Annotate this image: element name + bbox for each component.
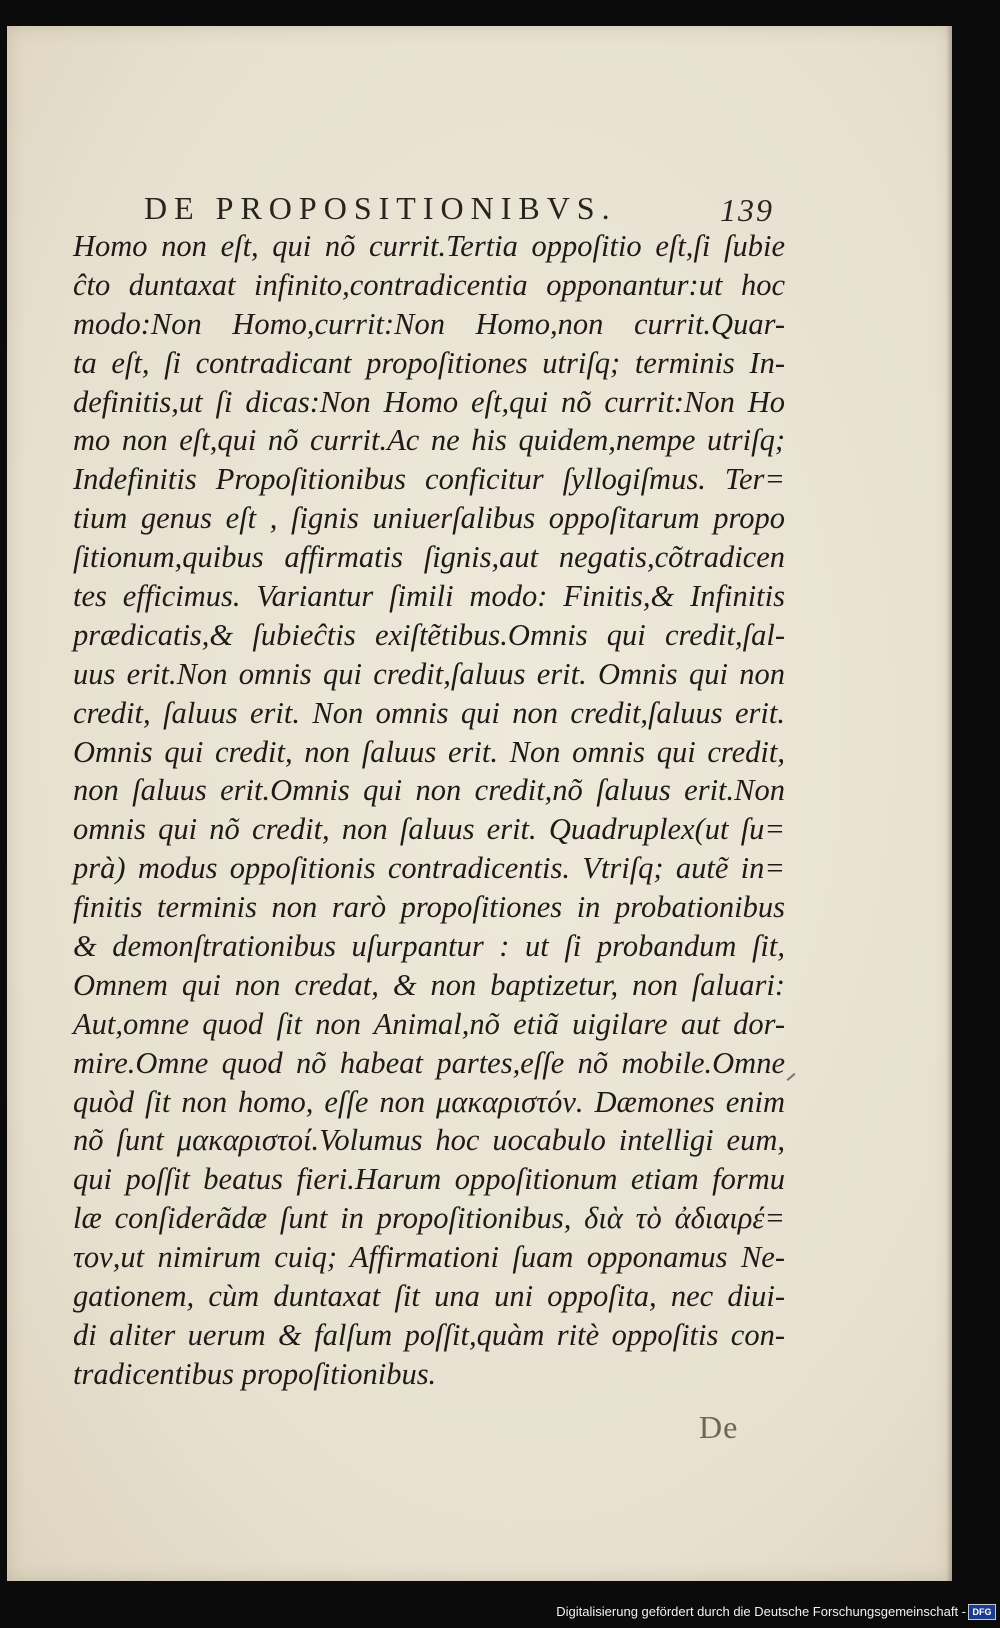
text-line: ĉto duntaxat infinito,contradicentia opponantur:ut hoc xyxy=(73,267,785,302)
text-line: Homo non eſt, qui nõ currit.Tertia oppoſitio eſt,ſi ſubie xyxy=(73,229,785,263)
text-line: prædicatis,& ſubieĉtis exiſtẽtibus.Omnis qui credit,ſal- xyxy=(73,617,785,652)
text-line: Indefinitis Propoſitionibus conficitur ſyllogiſmus. Ter= xyxy=(73,462,785,497)
page-edge-shadow xyxy=(946,26,952,1581)
text-line: gationem, cùm duntaxat ſit una uni oppoſita, nec diui- xyxy=(73,1279,785,1314)
text-line: mire.Omne quod nõ habeat partes,eſſe nõ mobile.Omne xyxy=(73,1045,785,1080)
book-page xyxy=(7,26,952,1581)
text-line: tium genus eſt , ſignis uniuerſalibus oppoſitarum propo xyxy=(73,501,785,536)
text-line: finitis terminis non rarò propoſitiones in probationibus xyxy=(73,890,785,925)
dfg-logo: DFG xyxy=(968,1604,996,1620)
text-line: definitis,ut ſi dicas:Non Homo eſt,qui nõ currit:Non Ho xyxy=(73,384,785,419)
text-line: ta eſt, ſi contradicant propoſitiones utriſq; terminis In- xyxy=(73,345,785,380)
text-line: uus erit.Non omnis qui credit,ſaluus erit. Omnis qui non xyxy=(73,656,785,691)
text-line: τον,ut nimirum cuiq; Affirmationi ſuam opponamus Ne- xyxy=(73,1240,785,1275)
text-line: omnis qui nõ credit, non ſaluus erit. Quadruplex(ut ſu= xyxy=(73,812,785,847)
text-line: Omnem qui non credat, & non baptizetur, non ſaluari: xyxy=(73,967,785,1002)
text-line: prà) modus oppoſitionis contradicentis. Vtriſq; autẽ in= xyxy=(73,851,785,886)
text-line: credit, ſaluus erit. Non omnis qui non credit,ſaluus erit. xyxy=(73,695,785,730)
text-line: non ſaluus erit.Omnis qui non credit,nõ ſaluus erit.Non xyxy=(73,773,785,808)
text-line: tradicentibus propoſitionibus. xyxy=(73,1356,437,1391)
text-line: Omnis qui credit, non ſaluus erit. Non omnis qui credit, xyxy=(73,734,785,769)
margin-mark xyxy=(787,1073,796,1081)
text-line: di aliter uerum & falſum poſſit,quàm ritè oppoſitis con- xyxy=(73,1317,785,1352)
funding-credit: Digitalisierung gefördert durch die Deutsche Forschungsgemeinschaft - xyxy=(556,1604,966,1619)
running-head xyxy=(144,190,774,230)
text-line: quòd ſit non homo, eſſe non μακαριστόν. Dæmones enim xyxy=(73,1084,785,1119)
text-line: modo:Non Homo,currit:Non Homo,non currit.Quar- xyxy=(73,306,785,341)
running-title: DE PROPOSITIONIBVS. xyxy=(144,190,617,226)
text-line: tes efficimus. Variantur ſimili modo: Finitis,& Infinitis xyxy=(73,579,785,614)
text-line: mo non eſt,qui nõ currit.Ac ne his quidem,nempe utriſq; xyxy=(73,423,785,458)
page-number: 139 xyxy=(720,192,774,228)
body-text xyxy=(73,227,785,1394)
text-line: ſitionum,quibus affirmatis ſignis,aut negatis,cõtradicen xyxy=(73,540,785,575)
text-line: nõ ſunt μακαριστοί.Volumus hoc uocabulo intelligi eum, xyxy=(73,1123,785,1158)
text-line: & demonſtrationibus uſurpantur : ut ſi probandum ſit, xyxy=(73,929,785,964)
text-line: qui poſſit beatus fieri.Harum oppoſitionum etiam formu xyxy=(73,1162,785,1197)
digitization-footer xyxy=(0,1598,1000,1628)
catchword: De xyxy=(699,1409,739,1445)
text-line: Aut,omne quod ſit non Animal,nõ etiã uigilare aut dor- xyxy=(73,1006,785,1041)
text-line: læ conſiderãdæ ſunt in propoſitionibus, διὰ τὸ ἀδιαιρέ= xyxy=(73,1201,785,1236)
